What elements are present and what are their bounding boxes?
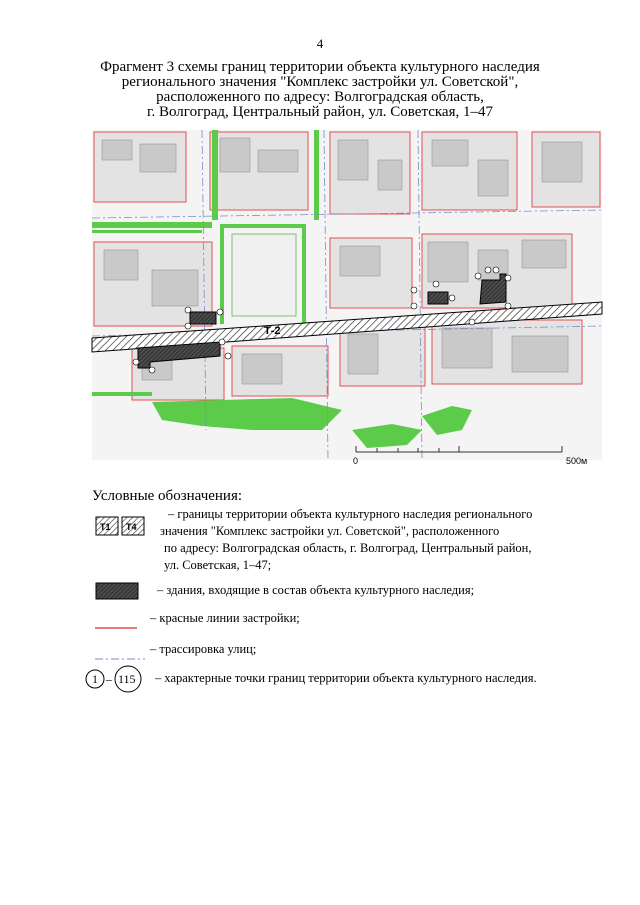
park-block bbox=[232, 234, 296, 316]
territory-text-line-4: ул. Советская, 1–47; bbox=[164, 558, 272, 572]
legend-territory-swatch bbox=[95, 515, 145, 541]
point-to-label: 115 bbox=[118, 672, 136, 686]
document-title bbox=[60, 60, 580, 120]
legend-points-swatch bbox=[84, 668, 144, 690]
territory-text-line-2: значения "Комплекс застройки ул. Советской", расположенного bbox=[160, 524, 500, 538]
legend-points-text: – характерные точки границ территории объекта культурного наследия. bbox=[155, 671, 537, 685]
swatch-t4-label: Т4 bbox=[126, 522, 137, 532]
point-from-label: 1 bbox=[92, 672, 98, 686]
legend-red-line-text: – красные линии застройки; bbox=[150, 611, 300, 625]
title-line-1: Фрагмент 3 схемы границ территории объекта культурного наследия bbox=[100, 59, 540, 75]
legend-street-trace-text: – трассировка улиц; bbox=[150, 642, 257, 656]
point-dash: – bbox=[106, 672, 112, 686]
territory-label: Т-2 bbox=[264, 325, 281, 337]
page-number: 4 bbox=[316, 36, 324, 51]
legend-red-line-swatch bbox=[95, 618, 137, 634]
title-line-3: расположенного по адресу: Волгоградская область, bbox=[156, 89, 484, 105]
boundary-map bbox=[92, 130, 602, 466]
title-line-2: регионального значения "Комплекс застройки ул. Советской", bbox=[121, 74, 519, 90]
swatch-t1-label: Т1 bbox=[100, 522, 111, 532]
legend-building-swatch bbox=[95, 582, 139, 604]
scale-zero-label: 0 bbox=[353, 456, 359, 466]
legend-street-trace-swatch bbox=[95, 649, 145, 665]
legend-title: Условные обозначения: bbox=[92, 488, 243, 504]
legend-building-text: – здания, входящие в состав объекта культурного наследия; bbox=[157, 583, 475, 597]
scale-end-label: 500м bbox=[566, 456, 588, 466]
territory-text-line-3: по адресу: Волгоградская область, г. Волгоград, Центральный район, bbox=[164, 541, 532, 555]
legend-territory-text bbox=[160, 506, 532, 574]
territory-text-line-1: – границы территории объекта культурного наследия регионального bbox=[168, 507, 533, 521]
title-line-4: г. Волгоград, Центральный район, ул. Советская, 1–47 bbox=[147, 104, 493, 120]
